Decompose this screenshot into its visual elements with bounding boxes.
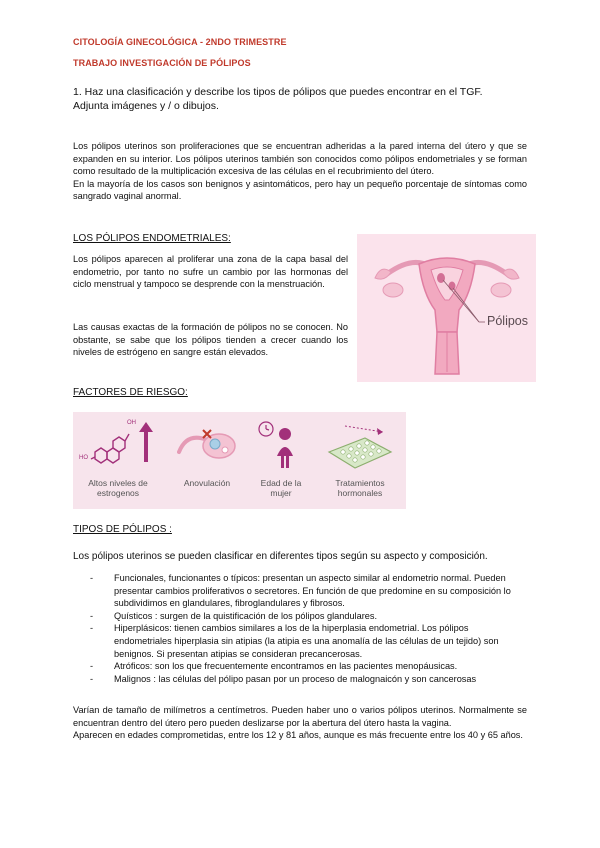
- types-intro: Los pólipos uterinos se pueden clasificar en diferentes tipos según su aspecto y composición.: [73, 551, 488, 562]
- question-line-2: Adjunta imágenes y / o dibujos.: [73, 99, 219, 112]
- closing-paragraph-1: Varían de tamaño de milímetros a centímetros. Pueden haber uno o varios pólipos uterinos. Normalmente se encuentran dentro del útero pero pueden deslizarse por la abertura del útero hasta la vagina.: [73, 705, 527, 728]
- risk-item-anovulation: [169, 418, 245, 506]
- course-title: CITOLOGÍA GINECOLÓGICA - 2NDO TRIMESTRE: [73, 37, 287, 47]
- risk-label-age: Edad de la mujer: [260, 478, 302, 498]
- ho-label: HO: [79, 455, 88, 461]
- risk-item-hormonal: [319, 418, 401, 506]
- endometrial-heading: LOS PÓLIPOS ENDOMETRIALES:: [73, 233, 231, 244]
- ovary-icon: [177, 422, 239, 468]
- endometrial-paragraph-1: Los pólipos aparecen al proliferar una zona de la capa basal del endometrio, por tanto no sufre un cambio por las hormonas del ciclo menstrual y tampoco se desprende con la menstruación.: [73, 254, 348, 290]
- intro-section: [73, 140, 527, 203]
- pill-pack-icon: [325, 422, 395, 472]
- endometrial-paragraph-2: Las causas exactas de la formación de pólipos no se conocen. No obstante, se sabe que los pólipos tienden a crecer cuando los niveles de estrógeno en sangre están elevados.: [73, 322, 348, 358]
- types-heading: TIPOS DE PÓLIPOS :: [73, 524, 172, 535]
- uterus-polyp-figure: [357, 234, 536, 382]
- list-item: - Atróficos: son los que frecuentemente encontramos en las pacientes menopáusicas.: [86, 660, 528, 673]
- polyp-figure-label: Pólipos: [487, 314, 528, 328]
- question: [73, 86, 533, 113]
- oh-label: OH: [127, 420, 136, 426]
- intro-paragraph-1: Los pólipos uterinos son proliferaciones que se encuentran adheridas a la pared interna del útero y que se expanden en su interior. Los pólipos uterinos también son conocidos como pólipos endometriales y se forman como resultado de la multiplicación excesiva de las células en el recubrimiento del útero.: [73, 141, 527, 177]
- types-list: [86, 572, 528, 685]
- list-item: - Hiperplásicos: tienen cambios similares a los de la hiperplasia endometrial. Los pólipos endometriales hiperplasia sin atipias (la atipia es una anomalía de las células de un tejido) son benignos. Si presentan atipias se consideran precancerosas.: [86, 622, 528, 660]
- uterus-icon: [357, 234, 536, 382]
- risk-label-hormonal: Tratamientos hormonales: [335, 478, 385, 498]
- list-item: - Malignos : las células del pólipo pasan por un proceso de malognaicón y son cancerosas: [86, 673, 528, 686]
- closing-section: [73, 704, 527, 742]
- up-arrow-icon: [139, 422, 153, 462]
- estrogen-molecule-icon: [85, 422, 135, 468]
- intro-paragraph-2: En la mayoría de los casos son benignos y asintomáticos, pero hay un pequeño porcentaje de síntomas como sangrado vaginal anormal.: [73, 178, 527, 202]
- risk-label-anovulation: Anovulación: [183, 478, 231, 488]
- assignment-title: TRABAJO INVESTIGACIÓN DE PÓLIPOS: [73, 58, 251, 68]
- risk-item-age: [251, 418, 311, 506]
- question-line-1: 1. Haz una clasificación y describe los tipos de pólipos que puedes encontrar en el TGF.: [73, 86, 483, 98]
- risk-factors-panel: [73, 412, 406, 509]
- risk-item-estrogen: [79, 418, 157, 506]
- risk-heading: FACTORES DE RIESGO:: [73, 387, 188, 398]
- list-item: - Funcionales, funcionantes o típicos: presentan un aspecto similar al endometrio normal. Pueden presentar cambios proliferativos o secretores. En función de que predomine en su composición lo subdividimos en glandulares, fibroglandulares y fibrosos.: [86, 572, 528, 610]
- risk-label-estrogen: Altos niveles de estrogenos: [88, 478, 148, 498]
- woman-clock-icon: [257, 420, 303, 472]
- list-item: - Quísticos : surgen de la quistificación de los pólipos glandulares.: [86, 610, 528, 623]
- closing-paragraph-2: Aparecen en edades comprometidas, entre los 12 y 81 años, aunque es más frecuente entre los 40 y 65 años.: [73, 730, 523, 741]
